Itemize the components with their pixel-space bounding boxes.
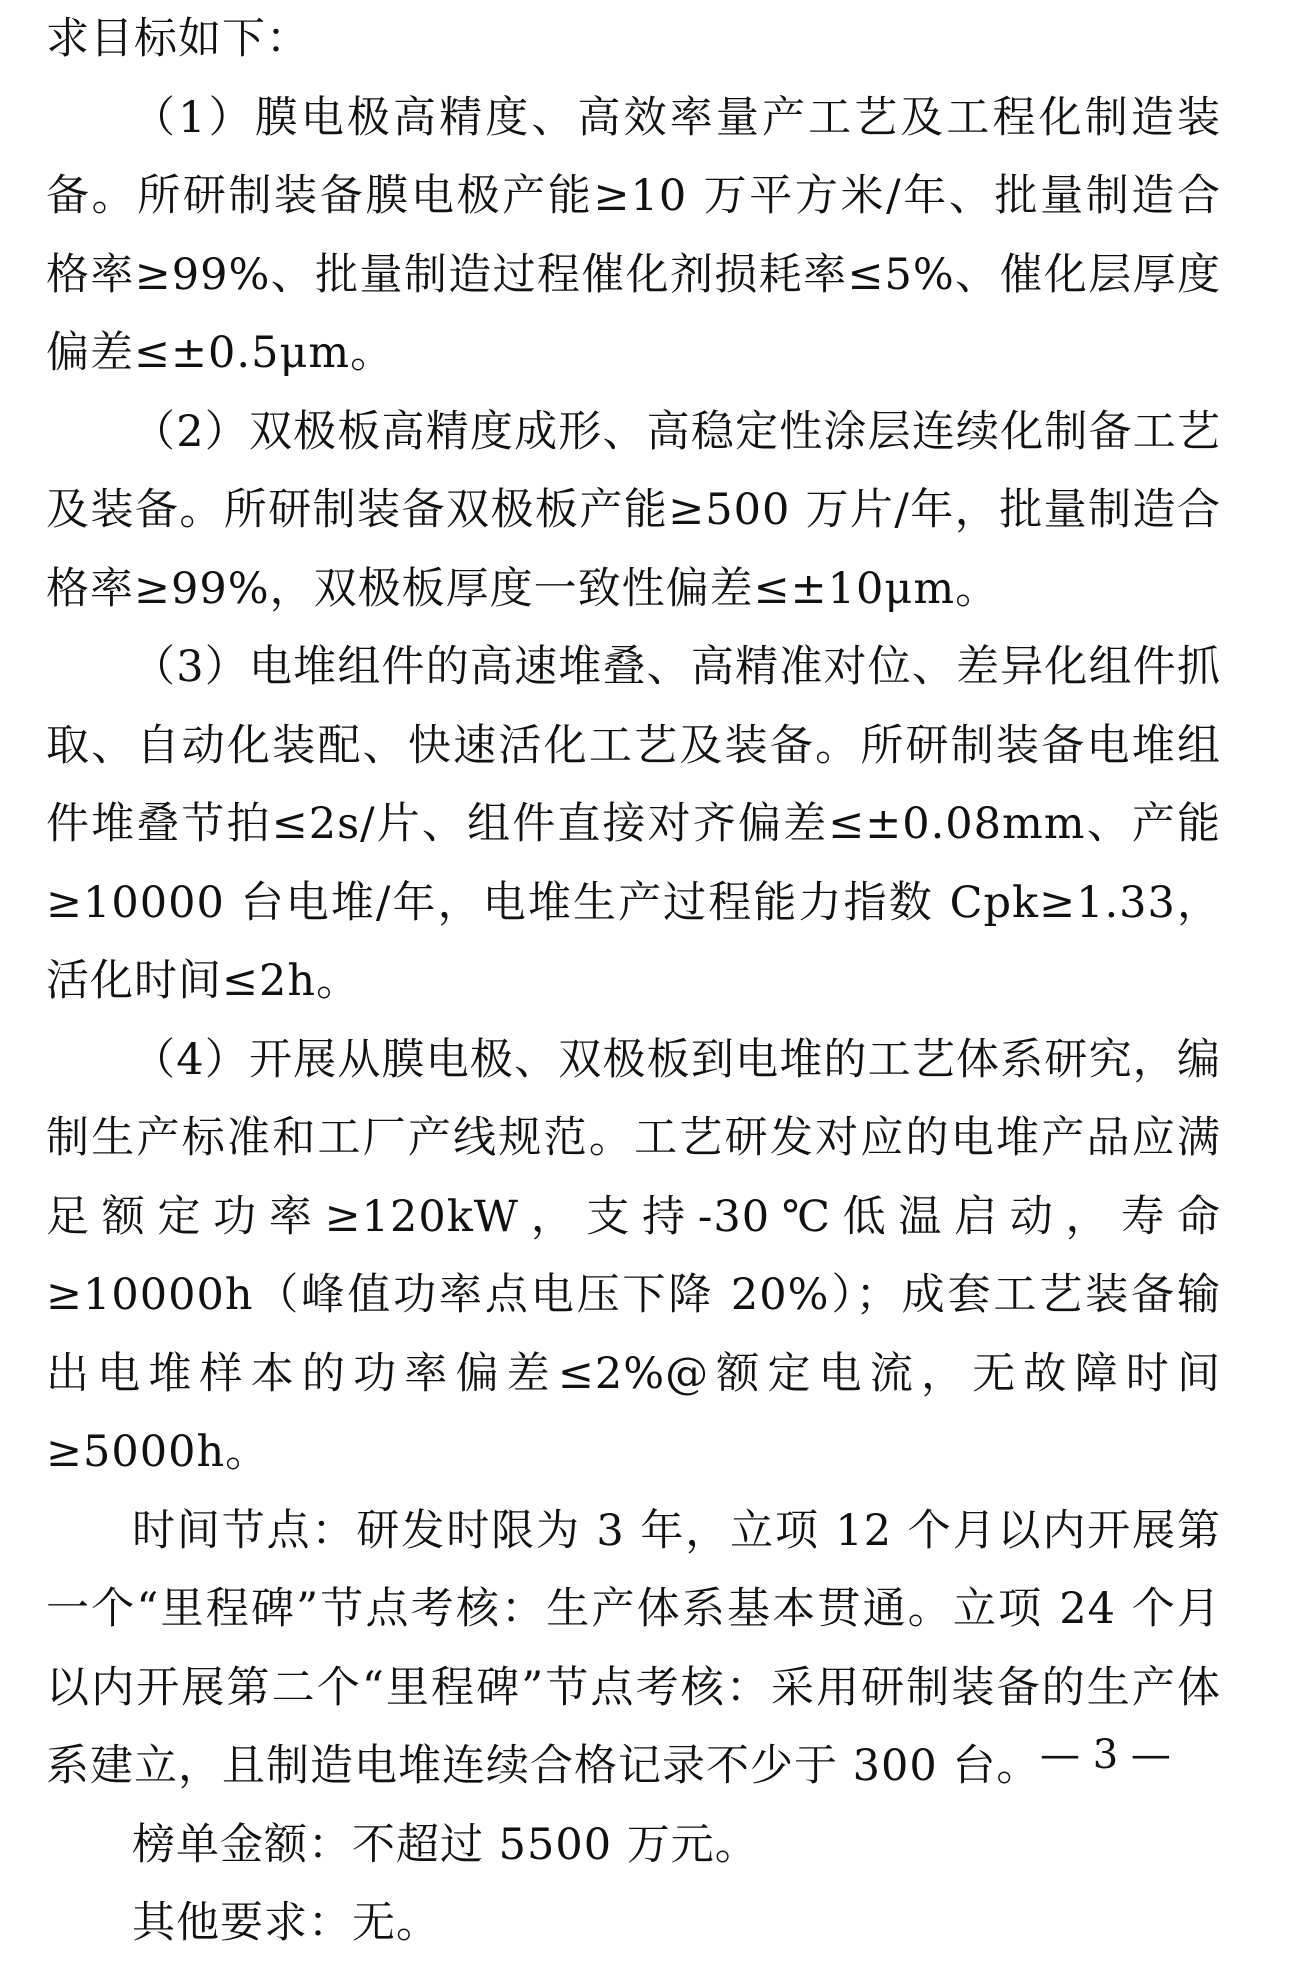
paragraph-item-2: （2）双极板高精度成形、高稳定性涂层连续化制备工艺及装备。所研制装备双极板产能≥500 万片/年，批量制造合格率≥99%，双极板厚度一致性偏差≤±10μm。 bbox=[46, 406, 1221, 614]
paragraph-other: 其他要求：无。 bbox=[132, 1898, 440, 1948]
paragraph-item-1: （1）膜电极高精度、高效率量产工艺及工程化制造装备。所研制装备膜电极产能≥10 万平方米/年、批量制造合格率≥99%、批量制造过程催化剂损耗率≤5%、催化层厚度偏差≤±0.5μm。 bbox=[46, 92, 1221, 378]
paragraph-timeline: 时间节点：研发时限为 3 年，立项 12 个月以内开展第一个“里程碑”节点考核：生产体系基本贯通。立项 24 个月以内开展第二个“里程碑”节点考核：采用研制装备的生产体系建立，且制造电堆连续合格记录不少于 300 台。 bbox=[46, 1505, 1221, 1791]
paragraph-intro: 求目标如下： bbox=[46, 14, 310, 64]
paragraph-funding: 榜单金额：不超过 5500 万元。 bbox=[132, 1819, 759, 1870]
page-number: — 3 — bbox=[1040, 1732, 1171, 1778]
document-body bbox=[46, 0, 1221, 1963]
paragraph-item-4: （4）开展从膜电极、双极板到电堆的工艺体系研究，编制生产标准和工厂产线规范。工艺研发对应的电堆产品应满足额定功率≥120kW，支持-30℃低温启动，寿命≥10000h（峰值功率点电压下降 20%）；成套工艺装备输出电堆样本的功率偏差≤2%@额定电流，无故障时间≥5000h。 bbox=[46, 1034, 1221, 1477]
paragraph-item-3: （3）电堆组件的高速堆叠、高精准对位、差异化组件抓取、自动化装配、快速活化工艺及装备。所研制装备电堆组件堆叠节拍≤2s/片、组件直接对齐偏差≤±0.08mm、产能≥10000 台电堆/年，电堆生产过程能力指数 Cpk≥1.33，活化时间≤2h。 bbox=[46, 642, 1221, 1006]
